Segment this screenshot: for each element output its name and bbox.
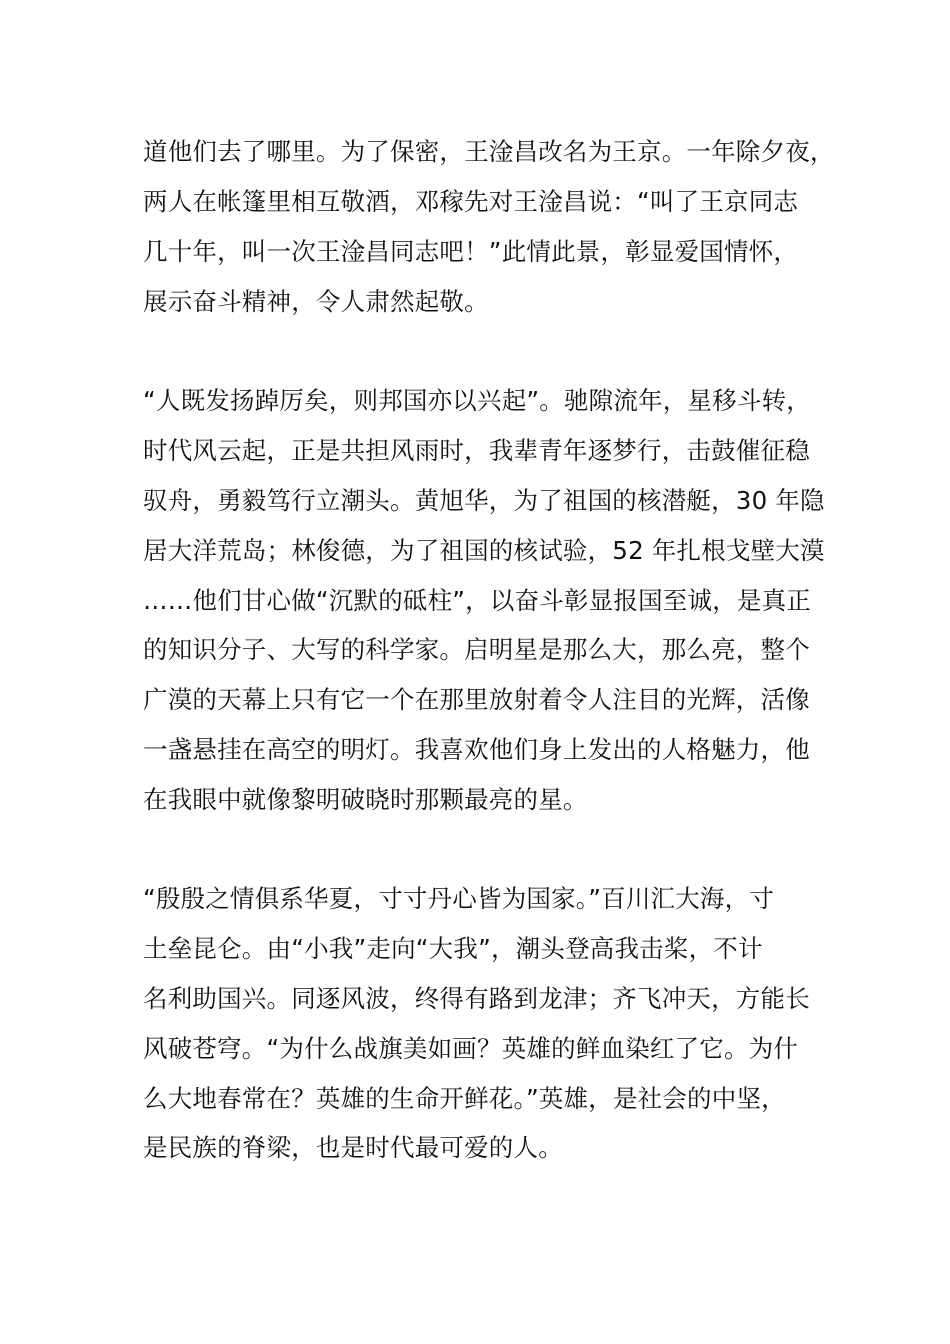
paragraph-2-line-4: 居大洋荒岛；林俊德，为了祖国的核试验，52 年扎根戈壁大漠	[143, 536, 825, 565]
paragraph-2-line-1: “人既发扬踔厉矣，则邦国亦以兴起”。驰隙流年，星移斗转，	[143, 386, 811, 415]
paragraph-2-line-5: ……他们甘心做“沉默的砥柱”，以奋斗彰显报国至诚，是真正	[143, 586, 811, 615]
paragraph-3-line-5: 么大地春常在？英雄的生命开鲜花。”英雄，是社会的中坚，	[143, 1084, 786, 1113]
paragraph-2-line-7: 广漠的天幕上只有它一个在那里放射着令人注目的光辉，活像	[143, 685, 810, 714]
paragraph-1-line-3: 几十年，叫一次王淦昌同志吧！”此情此景，彰显爱国情怀，	[143, 237, 799, 266]
paragraph-3-line-4: 风破苍穹。“为什么战旗美如画？英雄的鲜血染红了它。为什	[143, 1034, 799, 1063]
paragraph-2-line-2: 时代风云起，正是共担风雨时，我辈青年逐梦行，击鼓催征稳	[143, 436, 810, 465]
paragraph-1-line-2: 两人在帐篷里相互敬酒，邓稼先对王淦昌说：“叫了王京同志	[143, 187, 799, 216]
paragraph-3-line-6: 是民族的脊梁，也是时代最可爱的人。	[143, 1133, 563, 1162]
paragraph-1-line-4: 展示奋斗精神，令人肃然起敬。	[143, 287, 489, 316]
paragraph-2-line-3: 驭舟，勇毅笃行立潮头。黄旭华，为了祖国的核潜艇，30 年隐	[143, 486, 825, 515]
paragraph-2-line-6: 的知识分子、大写的科学家。启明星是那么大，那么亮，整个	[143, 635, 810, 664]
paragraph-3-line-3: 名利助国兴。同逐风波，终得有路到龙津；齐飞冲天，方能长	[143, 984, 810, 1013]
paragraph-2-line-9: 在我眼中就像黎明破晓时那颗最亮的星。	[143, 785, 588, 814]
paragraph-3-line-2: 土垒昆仑。由“小我”走向“大我”，潮头登高我击桨，不计	[143, 934, 763, 963]
paragraph-2-line-8: 一盏悬挂在高空的明灯。我喜欢他们身上发出的人格魅力，他	[143, 735, 810, 764]
paragraph-1-line-1: 道他们去了哪里。为了保密，王淦昌改名为王京。一年除夕夜，	[143, 137, 835, 166]
paragraph-3-line-1: “殷殷之情俱系华夏，寸寸丹心皆为国家。”百川汇大海，寸	[143, 884, 775, 913]
